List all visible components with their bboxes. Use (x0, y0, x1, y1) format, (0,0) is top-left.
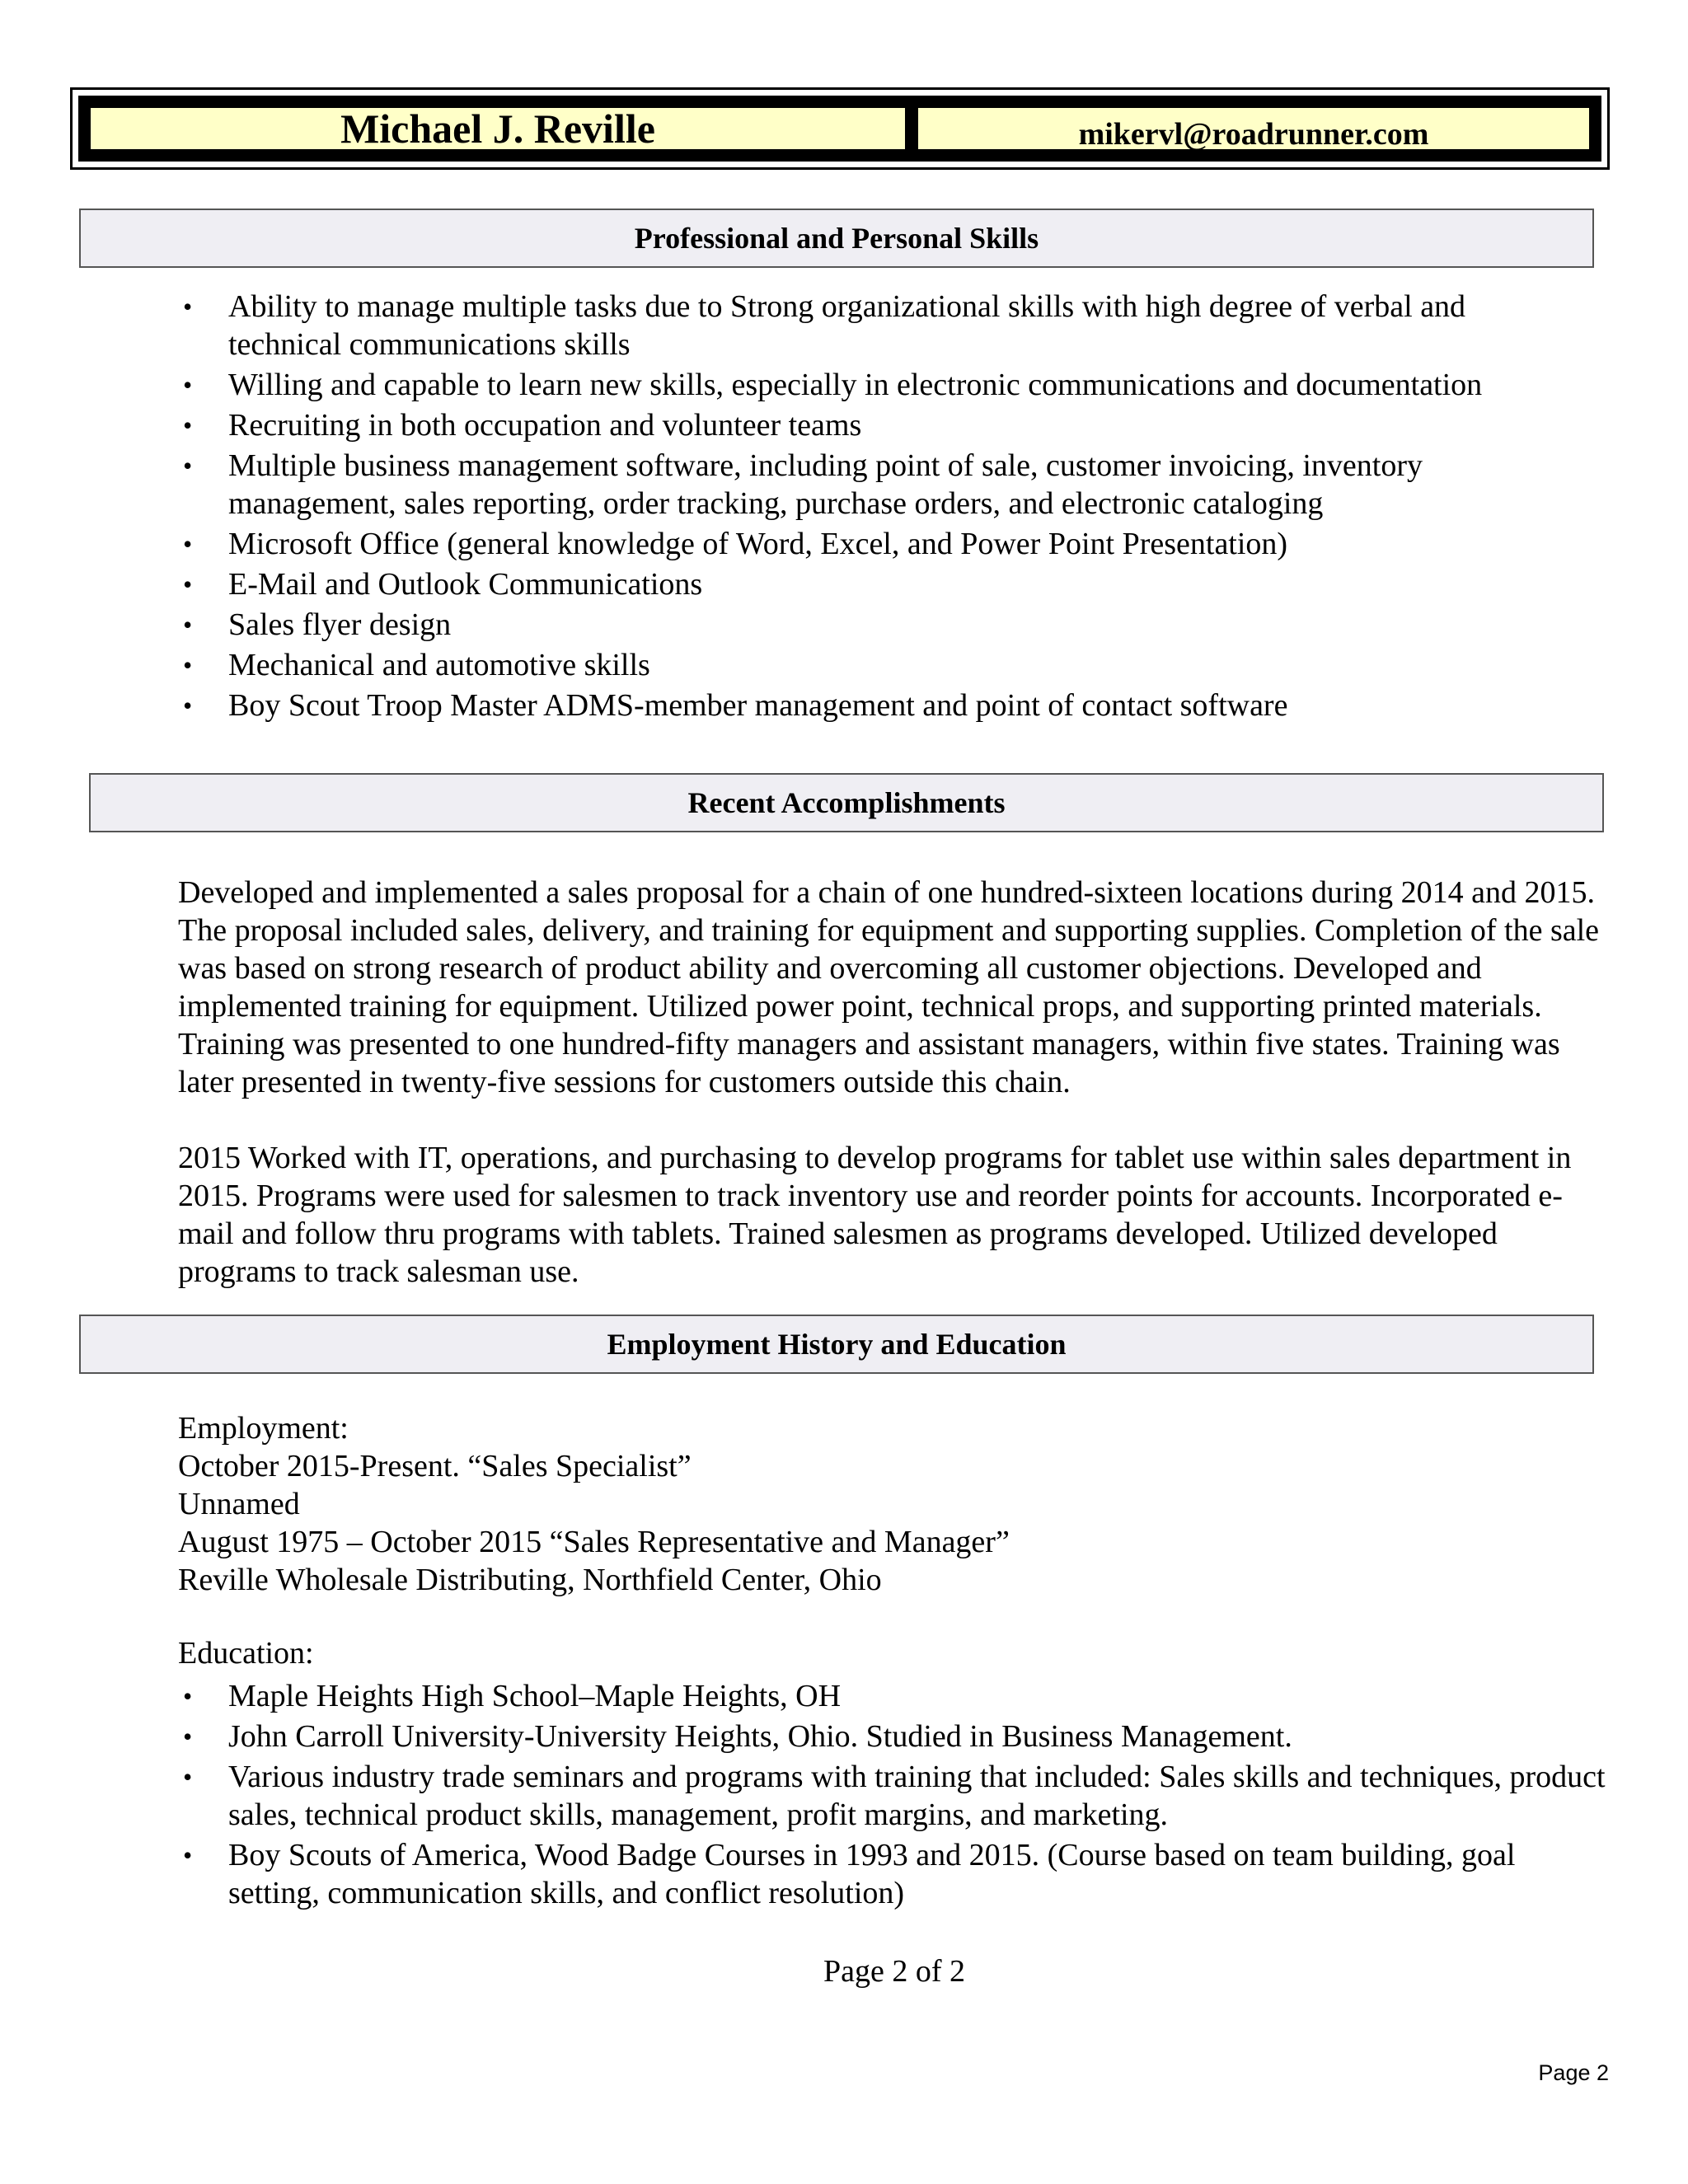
skill-text: Ability to manage multiple tasks due to Strong organizational skills with high degree of verbal and technical communications skills (228, 289, 1466, 362)
bullet-icon: • (183, 1722, 193, 1751)
list-item (178, 606, 1563, 644)
education-heading-block (178, 1634, 314, 1672)
skill-text: Multiple business management software, including point of sale, customer invoicing, inventory management, sales reporting, order tracking, purchase orders, and electronic cataloging (228, 448, 1423, 521)
employment-section-title: Employment History and Education (607, 1328, 1067, 1361)
employment-line: August 1975 – October 2015 “Sales Representative and Manager” (178, 1525, 1010, 1559)
bullet-icon: • (183, 1681, 193, 1711)
skill-text: Willing and capable to learn new skills, especially in electronic communications and documentation (228, 368, 1483, 402)
bullet-icon: • (183, 370, 193, 400)
header-inner (78, 96, 1601, 162)
accomplishments-section-header (89, 773, 1604, 832)
skill-text: Boy Scout Troop Master ADMS-member management and point of contact software (228, 688, 1288, 723)
skills-list (178, 288, 1563, 727)
skill-text: E-Mail and Outlook Communications (228, 567, 703, 602)
header-frame (70, 87, 1610, 170)
bullet-icon: • (183, 691, 193, 720)
accomplishment-paragraph-2: 2015 Worked with IT, operations, and purchasing to develop programs for tablet use within sales department in 2015. Programs were used for salesmen to track inventory use and reorder points for accounts. Incorporated e-mail and follow thru programs with tablets. Trained salesmen as programs developed. Utilized developed programs to track salesman use. (178, 1141, 1572, 1289)
list-item (178, 525, 1563, 563)
email-cell (916, 105, 1592, 152)
education-text: Various industry trade seminars and programs with training that included: Sales skills and techniques, product sales, technical product skills, management, profit margins, and marketing. (228, 1760, 1606, 1832)
bullet-icon: • (183, 451, 193, 480)
bullet-icon: • (183, 610, 193, 640)
bullet-icon: • (183, 650, 193, 680)
skills-section-header (79, 209, 1594, 268)
accomplishment-paragraph-1: Developed and implemented a sales proposal for a chain of one hundred-sixteen locations during 2014 and 2015. The proposal included sales, delivery, and training for equipment and supporting supplies. Completion of the sale was based on strong research of product ability and overcoming all customer objections. Developed and implemented training for equipment. Utilized power point, technical props, and supporting printed materials. Training was presented to one hundred-fifty managers and assistant managers, within five states. Training was later presented in twenty-five sessions for customers outside this chain. (178, 875, 1600, 1099)
employment-section-header (79, 1315, 1594, 1374)
list-item (178, 687, 1563, 724)
list-item (178, 288, 1563, 363)
education-text: Maple Heights High School–Maple Heights, OH (228, 1679, 842, 1713)
list-item (178, 447, 1563, 523)
education-text: Boy Scouts of America, Wood Badge Courses in 1993 and 2015. (Course based on team building, goal setting, communication skills, and conflict resolution) (228, 1838, 1516, 1910)
candidate-name: Michael J. Reville (340, 105, 655, 152)
employment-label: Employment: (178, 1411, 349, 1446)
list-item (178, 1677, 1612, 1715)
education-label: Education: (178, 1636, 314, 1671)
education-text: John Carroll University-University Heights, Ohio. Studied in Business Management. (228, 1719, 1292, 1754)
page-of-label: Page 2 of 2 (823, 1954, 966, 1989)
list-item (178, 406, 1563, 444)
list-item (178, 646, 1563, 684)
employment-block (178, 1409, 1010, 1599)
accomplishments-section-title: Recent Accomplishments (687, 786, 1006, 819)
employment-line: Reville Wholesale Distributing, Northfield Center, Ohio (178, 1563, 882, 1597)
employment-line: Unnamed (178, 1487, 300, 1521)
education-list (178, 1677, 1612, 1915)
bullet-icon: • (183, 1840, 193, 1870)
bullet-icon: • (183, 410, 193, 440)
name-cell (88, 105, 907, 152)
skill-text: Sales flyer design (228, 607, 452, 642)
bullet-icon: • (183, 292, 193, 321)
list-item (178, 565, 1563, 603)
list-item (178, 1718, 1612, 1755)
list-item (178, 366, 1563, 404)
list-item (178, 1758, 1612, 1834)
skill-text: Microsoft Office (general knowledge of Word, Excel, and Power Point Presentation) (228, 527, 1288, 561)
bullet-icon: • (183, 529, 193, 559)
list-item (178, 1836, 1612, 1912)
footer-page-number: Page 2 (1538, 2060, 1609, 2085)
skill-text: Mechanical and automotive skills (228, 648, 650, 682)
skills-section-title: Professional and Personal Skills (634, 222, 1039, 255)
skill-text: Recruiting in both occupation and volunteer teams (228, 408, 862, 443)
bullet-icon: • (183, 1762, 193, 1792)
candidate-email: mikervl@roadrunner.com (1078, 117, 1429, 152)
bullet-icon: • (183, 569, 193, 599)
employment-line: October 2015-Present. “Sales Specialist” (178, 1449, 692, 1483)
